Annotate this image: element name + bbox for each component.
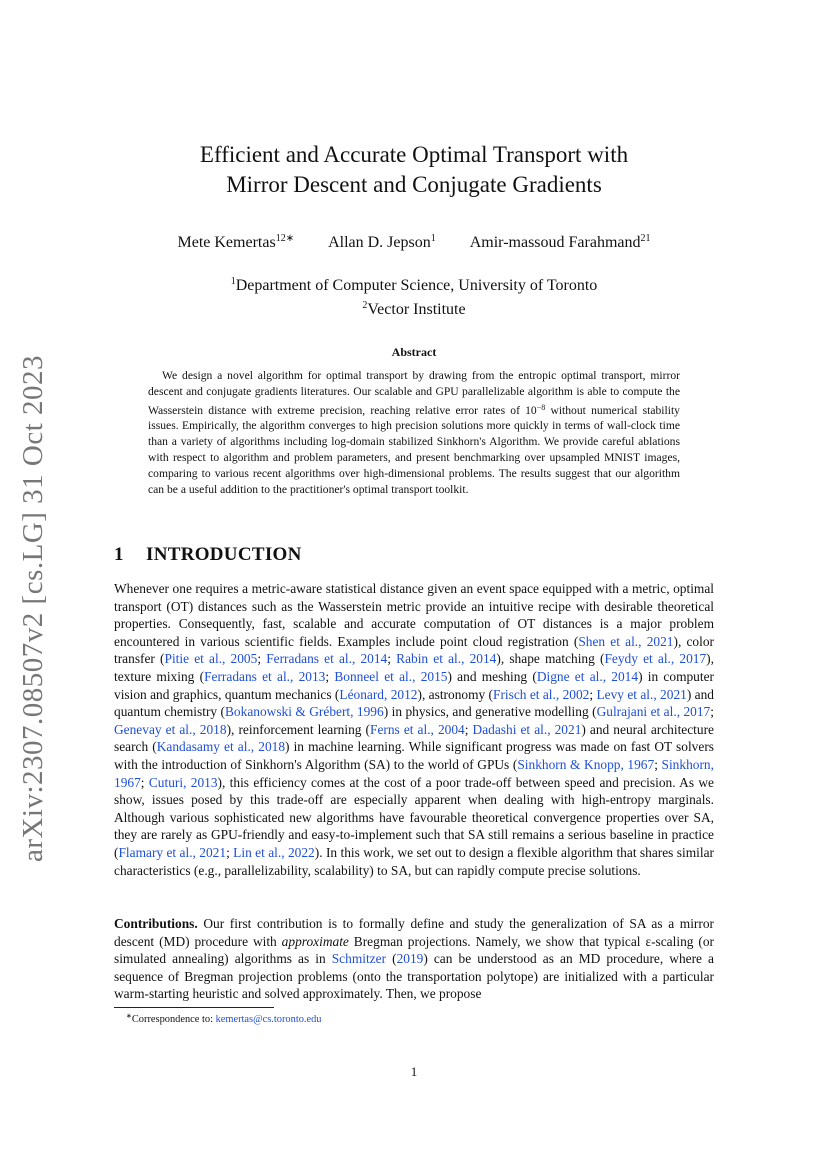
citation-link[interactable]: 2019	[396, 951, 424, 967]
abstract-heading: Abstract	[391, 345, 437, 359]
citation-link[interactable]: Genevay et al., 2018	[114, 721, 227, 737]
citation-link[interactable]: Ferns et al., 2004	[370, 721, 465, 737]
citation-link[interactable]: Schmitzer	[331, 951, 387, 967]
title-line-2: Mirror Descent and Conjugate Gradients	[226, 172, 602, 197]
citation-link[interactable]: Ferradans et al., 2014	[266, 651, 388, 667]
author-affiliation-mark: 21	[640, 233, 651, 244]
citation-link[interactable]: Kandasamy et al., 2018	[156, 739, 286, 755]
citation-link[interactable]: Dadashi et al., 2021	[472, 721, 582, 737]
citation-link[interactable]: Rabin et al., 2014	[396, 651, 497, 667]
section-title-text: INTRODUCTION	[146, 544, 302, 565]
section-heading	[114, 544, 302, 566]
affiliations	[114, 272, 714, 320]
paper-title	[114, 140, 714, 200]
citation-link[interactable]: Digne et al., 2014	[536, 668, 639, 684]
citation-link[interactable]: Sinkhorn, 1967	[114, 756, 714, 790]
citation-link[interactable]: Sinkhorn & Knopp, 1967	[517, 756, 655, 772]
citation-link[interactable]: Ferradans et al., 2013	[204, 668, 326, 684]
footnote: ∗Correspondence to: kemertas@cs.toronto.edu	[126, 1012, 322, 1025]
author-list	[114, 229, 714, 253]
citation-link[interactable]: Shen et al., 2021	[578, 633, 674, 649]
affiliation: $^1$Department of Computer Science, University of Toronto	[230, 276, 598, 294]
citation-link[interactable]: Levy et al., 2021	[596, 686, 687, 702]
citation-link[interactable]: Léonard, 2012	[339, 686, 418, 702]
citation-link[interactable]: Pitie et al., 2005	[164, 651, 258, 667]
author: Mete Kemertas$^{12∗}$	[177, 233, 295, 251]
affiliation: $^2$Vector Institute	[362, 300, 466, 318]
author-affiliation-mark: 12∗	[275, 233, 295, 244]
citation-link[interactable]: Bokanowski & Grébert, 1996	[225, 704, 384, 720]
citation-link[interactable]: Lin et al., 2022	[233, 844, 315, 860]
citation-link[interactable]: Gulrajani et al., 2017	[596, 704, 711, 720]
citation-link[interactable]: Flamary et al., 2021	[118, 844, 227, 860]
citation-link[interactable]: Feydy et al., 2017	[604, 651, 707, 667]
author: Amir-massoud Farahmand$^{21}$	[469, 233, 651, 251]
section-number: 1	[114, 544, 124, 565]
contributions-paragraph: Contributions. Our first contribution is to formally define and study the generalization of SA as a mirror descent (MD) procedure with approximate Bregman projections. Namely, we show that typical ε-scaling (or simulated annealing) algorithms as in Schmitzer (2019) can be understood as an MD procedure, where a sequence of Bregman projection problems (onto the transportation polytope) are initialized with a particular warm-starting heuristic and solved approximately. Then, we propose	[114, 916, 714, 1002]
author-affiliation-mark: 1	[430, 233, 436, 244]
citation-link[interactable]: Bonneel et al., 2015	[334, 668, 448, 684]
title-line-1: Efficient and Accurate Optimal Transport with	[199, 142, 629, 167]
introduction-paragraph: Whenever one requires a metric-aware statistical distance given an event space equipped with a metric, optimal transport (OT) distances such as the Wasserstein metric provide an intuitive recipe with desirable theoretical properties. Consequently, fast, scalable and accurate computation of OT distances is a major problem encountered in various scientific fields. Examples include point cloud registration (Shen et al., 2021), color transfer (Pitie et al., 2005; Ferradans et al., 2014; Rabin et al., 2014), shape matching (Feydy et al., 2017), texture mixing (Ferradans et al., 2013; Bonneel et al., 2015) and meshing (Digne et al., 2014) in computer vision and graphics, quantum mechanics (Léonard, 2012), astronomy (Frisch et al., 2002; Levy et al., 2021) and quantum chemistry (Bokanowski & Grébert, 1996) in physics, and generative modelling (Gulrajani et al., 2017; Genevay et al., 2018), reinforcement learning (Ferns et al., 2004; Dadashi et al., 2021) and neural architecture search (Kandasamy et al., 2018) in machine learning. While significant progress was made on fast OT solvers with the introduction of Sinkhorn's Algorithm (SA) to the world of GPUs (Sinkhorn & Knopp, 1967; Sinkhorn, 1967; Cuturi, 2013), this efficiency comes at the cost of a poor trade-off between speed and precision. As we show, issues posed by this trade-off are especially apparent when dealing with high-entropy marginals. Although various sophisticated new algorithms have favourable theoretical convergence properties over SA, they are rarely as GPU-friendly and easy-to-implement such that SA still remains a serious baseline in practice (Flamary et al., 2021; Lin et al., 2022). In this work, we set out to design a flexible algorithm that shares similar characteristics (e.g., parallelizability, scalability) to SA, but can rapidly compute precise solutions.	[114, 581, 715, 878]
footnote-divider	[114, 1007, 274, 1008]
citation-link[interactable]: Cuturi, 2013	[148, 774, 218, 790]
author: Allan D. Jepson$^1$	[328, 233, 436, 251]
page-number: 1	[410, 1064, 418, 1079]
paragraph-lead: Contributions.	[114, 916, 198, 931]
email-link[interactable]: kemertas@cs.toronto.edu	[215, 1014, 322, 1025]
arxiv-identifier-stamp	[4, 354, 64, 862]
citation-link[interactable]: Frisch et al., 2002	[493, 686, 590, 702]
abstract-text: We design a novel algorithm for optimal transport by drawing from the entropic optimal transport, mirror descent and conjugate gradients literatures. Our scalable and GPU parallelizable algorithm is able to compute the Wasserstein distance with extreme precision, reaching relative error rates of $10^{-8}$ without numerical stability issues. Empirically, the algorithm converges to high precision solutions more quickly in terms of wall-clock time than a variety of algorithms including log-domain stabilized Sinkhorn's Algorithm. We provide careful ablations with respect to algorithm and problem parameters, and present benchmarking over upsampled MNIST images, comparing to various recent algorithms over high-dimensional problems. The results suggest that our algorithm can be a useful addition to the practitioner's optimal transport toolkit.	[148, 369, 680, 496]
arxiv-id-text: arXiv:2307.08507v2 [cs.LG] 31 Oct 2023	[17, 354, 50, 862]
